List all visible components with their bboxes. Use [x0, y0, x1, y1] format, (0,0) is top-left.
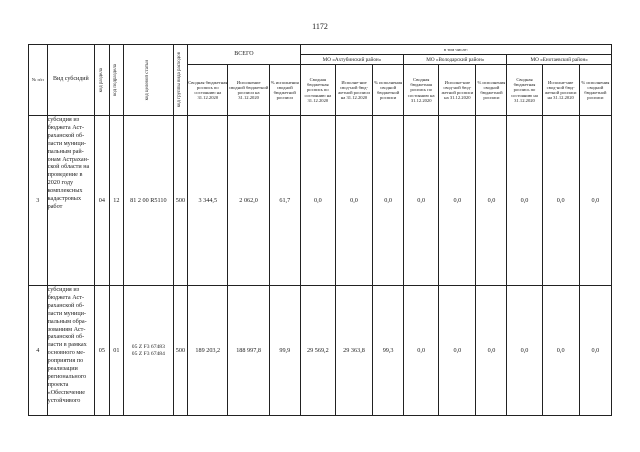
header-total: ВСЕГО	[188, 45, 301, 65]
district-volodarsky: МО «Володарский район»	[404, 55, 507, 65]
header-num: № п/п	[29, 45, 48, 116]
header-expense-group: код группы вида расходов	[173, 45, 187, 116]
col-total-exec: Исполнение сводной бюджетной росписи на 31.12.2020	[228, 65, 269, 116]
value-cell: 0,0	[404, 116, 439, 286]
col-d1-exec: Исполне-ние свод-ной бюд-жетной росписи на 31.12.2020	[335, 65, 372, 116]
header-subsection: код подраздела	[109, 45, 123, 116]
row-num: 3	[29, 116, 48, 286]
value-cell: 0,0	[542, 286, 579, 416]
value-cell: 0,0	[476, 116, 507, 286]
header-type: Вид субсидий	[47, 45, 95, 116]
row-num: 4	[29, 286, 48, 416]
col-d1-plan: Сводная бюджетная роспись по состоянию на 31.12.2020	[300, 65, 335, 116]
value-cell: 3 344,5	[188, 116, 228, 286]
row-description: субсидия из бюджета Аст-раханской об-ласти муници-пальным рай-онам Астрахан-ской области на проведение в 2020 году комплексных кадастровых работ	[47, 116, 95, 286]
header-section: код раздела	[95, 45, 109, 116]
value-cell: 0,0	[507, 116, 542, 286]
row-section: 04	[95, 116, 109, 286]
header-including: в том числе:	[300, 45, 611, 55]
header-target: код целевой статьи	[124, 45, 174, 116]
value-cell: 0,0	[476, 286, 507, 416]
value-cell: 99,9	[269, 286, 300, 416]
col-total-pct: % исполнения сводной бюджетной росписи	[269, 65, 300, 116]
row-subsection: 01	[109, 286, 123, 416]
value-cell: 0,0	[335, 116, 372, 286]
value-cell: 0,0	[373, 116, 404, 286]
col-d3-pct: % исполнения сводной бюджетной росписи	[579, 65, 611, 116]
col-d2-exec: Исполне-ние свод-ной бюд-жетной росписи на 31.12.2020	[439, 65, 476, 116]
value-cell: 0,0	[300, 116, 335, 286]
value-cell: 29 363,8	[335, 286, 372, 416]
col-d3-plan: Сводная бюджетная роспись по состоянию на 31.12.2020	[507, 65, 542, 116]
col-d3-exec: Исполне-ние свод-ной бюд-жетной росписи на 31.12.2020	[542, 65, 579, 116]
row-section: 05	[95, 286, 109, 416]
value-cell: 61,7	[269, 116, 300, 286]
value-cell: 2 062,0	[228, 116, 269, 286]
value-cell: 99,3	[373, 286, 404, 416]
row-subsection: 12	[109, 116, 123, 286]
table-row	[29, 116, 612, 286]
col-d2-plan: Сводная бюджетная роспись по состоянию на 31.12.2020	[404, 65, 439, 116]
district-akhtubinsky: МО «Ахтубинский район»	[300, 55, 403, 65]
row-description: субсидия из бюджета Аст-раханской об-ласти муници-пальным обра-зованиям Аст-раханской об-ласти в рамках основного ме-роприятия по реализации регионального проекта «Обеспечение устойчивого	[47, 286, 95, 416]
value-cell: 0,0	[579, 116, 611, 286]
value-cell: 0,0	[507, 286, 542, 416]
col-d2-pct: % исполнения сводной бюджетной росписи	[476, 65, 507, 116]
value-cell: 0,0	[404, 286, 439, 416]
row-expense-group: 500	[173, 286, 187, 416]
row-target: 05 Z F3 67483 05 Z F3 67484	[124, 286, 174, 416]
page-number: 1172	[312, 22, 328, 31]
value-cell: 0,0	[542, 116, 579, 286]
subsidy-table	[28, 44, 612, 416]
row-expense-group: 500	[173, 116, 187, 286]
value-cell: 29 569,2	[300, 286, 335, 416]
value-cell: 189 203,2	[188, 286, 228, 416]
value-cell: 0,0	[439, 286, 476, 416]
value-cell: 188 997,8	[228, 286, 269, 416]
col-total-plan: Сводная бюджетная роспись по состоянию на 31.12.2020	[188, 65, 228, 116]
col-d1-pct: % исполнения сводной бюджетной росписи	[373, 65, 404, 116]
table-row	[29, 286, 612, 416]
value-cell: 0,0	[439, 116, 476, 286]
district-enotaevsky: МО «Енотаевский район»	[507, 55, 612, 65]
value-cell: 0,0	[579, 286, 611, 416]
row-target: 81 2 00 R5110	[124, 116, 174, 286]
